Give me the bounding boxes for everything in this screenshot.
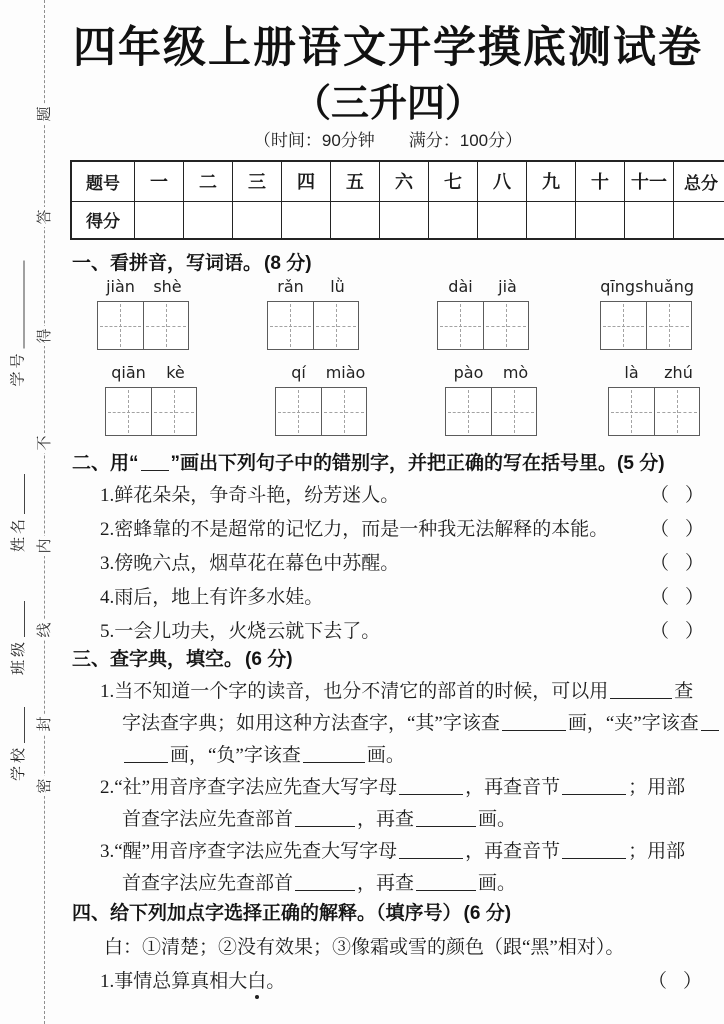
writing-cell[interactable] [446,388,491,435]
writing-grid [275,387,367,436]
text-run: 画，“夹”字该查 [567,713,699,734]
sentence-item: 1.鲜花朵朵，争奇斗艳，纷芳迷人。 [100,485,400,506]
paren-open: （ [650,519,670,540]
pinyin-syllable: lǜ [330,277,345,296]
seal-char: 题 [35,104,55,124]
text-run: ，再查音节 [465,841,561,862]
writing-grid [437,301,529,350]
score-table [70,160,724,240]
text-run: 查 [674,681,694,702]
paren-close: ） [684,485,704,506]
fill-blank[interactable] [562,841,626,859]
page-subtitle: （三升四） [292,83,483,125]
pinyin-label [445,362,539,384]
text-run: ，再查 [357,873,415,894]
margin-field-label: 班级 [10,638,27,675]
section-3-score: (6 分) [245,649,293,670]
pinyin-word-group [445,362,539,436]
paren-close: ） [684,621,704,642]
section-1-score: (8 分) [264,253,312,274]
question-col: 十 [576,161,625,201]
page-title: 四年级上册语文开学摸底测试卷 [73,24,703,72]
writing-cell[interactable] [646,302,692,349]
pinyin-word-group [600,276,694,350]
question-col: 一 [135,161,184,201]
fill-line [122,804,516,831]
score-cell[interactable] [625,201,674,239]
text-run: 画。 [478,809,517,830]
question-col: 三 [233,161,282,201]
fill-blank[interactable] [701,713,719,731]
writing-cell[interactable] [654,388,700,435]
answer-brackets[interactable] [650,616,704,643]
pinyin-syllable: miào [325,363,366,382]
paren-open: （ [650,553,670,574]
text-run: ；用部 [628,777,686,798]
paren-open: （ [650,587,670,608]
margin-field-blank[interactable] [20,707,25,743]
seal-char: 答 [35,207,55,227]
margin-field-blank[interactable] [20,474,25,514]
writing-cell[interactable] [609,388,654,435]
seal-char: 密 [35,776,55,796]
question-number-label: 题号 [71,161,135,201]
text-run: 画。 [366,745,405,766]
pinyin-word-group [267,276,361,350]
fill-blank[interactable] [416,809,476,827]
section-3-heading [72,644,293,671]
score-row [71,201,724,239]
writing-cell[interactable] [98,302,143,349]
sentence-item: 3.傍晚六点，烟草花在幕色中苏醒。 [100,553,400,574]
margin-field-blank[interactable] [20,260,25,348]
seal-char: 线 [35,620,55,640]
pinyin-syllable: dài [448,277,473,296]
paren-close: ） [684,553,704,574]
pinyin-label [608,362,702,384]
margin-field-label: 姓名 [10,515,27,552]
writing-cell[interactable] [268,302,313,349]
answer-brackets[interactable] [650,514,704,541]
margin-field-name [5,456,29,552]
emphasized-char: 白 [247,966,266,993]
question-col: 十一 [625,161,674,201]
text-run: 画。 [478,873,517,894]
score-cell[interactable] [135,201,184,239]
pinyin-syllable: pào [453,363,484,382]
section-4-score: (6 分) [463,903,512,924]
fill-blank[interactable] [399,777,463,795]
sentence-text: 。 [266,971,286,992]
answer-brackets[interactable] [650,480,704,507]
answer-brackets[interactable] [650,548,704,575]
score-cell[interactable] [282,201,331,239]
section-2-heading [72,448,665,475]
writing-cell[interactable] [106,388,151,435]
question-col: 八 [478,161,527,201]
paren-open: （ [650,621,670,642]
fill-line [122,868,516,895]
text-run: (5 分) [617,453,665,474]
pinyin-syllable: qiān [111,363,146,382]
writing-grid [445,387,537,436]
writing-cell[interactable] [151,388,197,435]
seal-dashed-line [44,0,45,1024]
section-4-note: （填序号） [376,903,462,924]
writing-cell[interactable] [321,388,367,435]
writing-grid [608,387,700,436]
pinyin-word-group [437,276,531,350]
section-1-heading [72,248,312,275]
fill-line [122,708,721,735]
text-run: 3.“醒”用音序查字法应先查大写字母 [100,841,398,862]
fill-blank[interactable] [124,745,168,763]
text-run: ，再查 [357,809,415,830]
paren-close: ） [684,519,704,540]
margin-field-school [5,691,29,781]
score-cell[interactable] [184,201,233,239]
pinyin-label [267,276,361,298]
pinyin-syllable: rǎn [277,277,304,296]
section-3-heading-text: 三、查字典，填空。 [72,649,244,670]
text-run: 首查字法应先查部首 [122,873,294,894]
question-col: 七 [429,161,478,201]
answer-brackets[interactable] [650,582,704,609]
score-table-header-row [71,161,724,201]
pinyin-label [275,362,369,384]
question-col: 六 [380,161,429,201]
score-cell[interactable] [576,201,625,239]
score-cell[interactable] [478,201,527,239]
pinyin-syllable: kè [166,363,185,382]
margin-field-class [5,585,29,675]
writing-cell[interactable] [483,302,529,349]
pinyin-label [600,276,694,298]
text-run: 字法查字典；如用这种方法查字，“其”字该查 [122,713,500,734]
writing-cell[interactable] [491,388,537,435]
text-run: ；用部 [628,841,686,862]
seal-char: 得 [35,326,55,346]
exam-meta: （时间：90分钟 满分：100分） [253,131,523,150]
fill-line [100,836,685,863]
fill-blank[interactable] [295,809,355,827]
fill-blank[interactable] [399,841,463,859]
section-1-heading-text: 一、看拼音，写词语。 [72,253,263,274]
text-run: 首查字法应先查部首 [122,809,294,830]
score-cell[interactable] [429,201,478,239]
text-run: ”画出下列句子中的错别字，并把正确的写在括号里。 [170,453,618,474]
question-col: 五 [331,161,380,201]
pinyin-syllable: qí [291,363,306,382]
score-cell[interactable] [331,201,380,239]
margin-field-label: 学号 [9,350,27,387]
pinyin-syllable: là [624,363,639,382]
section-4-heading-text: 四、给下列加点字选择正确的解释。 [72,903,377,924]
seal-char: 内 [35,536,55,556]
section-4-heading [72,898,511,925]
pinyin-word-group [105,362,199,436]
text-run: 2.“社”用音序查字法应先查大写字母 [100,777,398,798]
pinyin-syllable: jiàn [106,277,135,296]
seal-char: 不 [35,433,55,453]
question-col: 四 [282,161,331,201]
total-score-cell[interactable] [674,201,724,239]
writing-cell[interactable] [143,302,189,349]
paren-close: ） [684,587,704,608]
paren-open: （ [648,971,668,992]
pinyin-word-group [608,362,702,436]
writing-cell[interactable] [601,302,646,349]
pinyin-syllable: qīng [600,277,636,296]
answer-brackets[interactable] [648,966,702,993]
sentence-item: 5.一会儿功夫，火烧云就下去了。 [100,621,381,642]
score-cell[interactable] [233,201,282,239]
text-run: 1.当不知道一个字的读音，也分不清它的部首的时候，可以用 [100,681,609,702]
fill-blank[interactable] [303,745,365,763]
seal-char: 封 [35,714,55,734]
fill-blank[interactable] [141,453,169,471]
pinyin-label [437,276,531,298]
text-run: 二、用“ [72,453,139,474]
definition-line: 白：①清楚；②没有效果；③像霜或雪的颜色（跟“黑”相对）。 [104,937,625,958]
margin-field-student-id [5,230,29,387]
margin-field-label: 学校 [10,744,27,781]
fill-line [100,676,693,703]
fill-blank[interactable] [295,873,355,891]
pinyin-label [105,362,199,384]
question-col: 九 [527,161,576,201]
fill-line [100,772,685,799]
pinyin-label [97,276,191,298]
paren-open: （ [650,485,670,506]
score-cell[interactable] [527,201,576,239]
text-run: ，再查音节 [465,777,561,798]
pinyin-syllable: shè [153,277,182,296]
fill-blank[interactable] [502,713,566,731]
pinyin-syllable: shuǎng [635,277,694,296]
total-score-col: 总分 [674,161,724,201]
writing-cell[interactable] [313,302,359,349]
sentence-item [100,966,285,993]
writing-grid [105,387,197,436]
pinyin-syllable: mò [502,363,529,382]
text-run: 画，“负”字该查 [170,745,301,766]
sentence-text: 1.事情总算真相大 [100,971,248,992]
writing-cell[interactable] [438,302,483,349]
writing-grid [97,301,189,350]
fill-blank[interactable] [416,873,476,891]
sentence-item: 2.密蜂靠的不是超常的记忆力，而是一种我无法解释的本能。 [100,519,609,540]
margin-field-blank[interactable] [20,601,25,637]
sentence-item: 4.雨后，地上有许多水娃。 [100,587,324,608]
question-col: 二 [184,161,233,201]
writing-grid [600,301,692,350]
paren-close: ） [682,971,702,992]
pinyin-word-group [97,276,191,350]
writing-grid [267,301,359,350]
pinyin-syllable: jià [498,277,517,296]
pinyin-word-group [275,362,369,436]
fill-line [122,740,405,767]
fill-blank[interactable] [562,777,626,795]
pinyin-syllable: zhú [664,363,693,382]
fill-blank[interactable] [610,681,672,699]
score-row-label: 得分 [71,201,135,239]
writing-cell[interactable] [276,388,321,435]
score-cell[interactable] [380,201,429,239]
